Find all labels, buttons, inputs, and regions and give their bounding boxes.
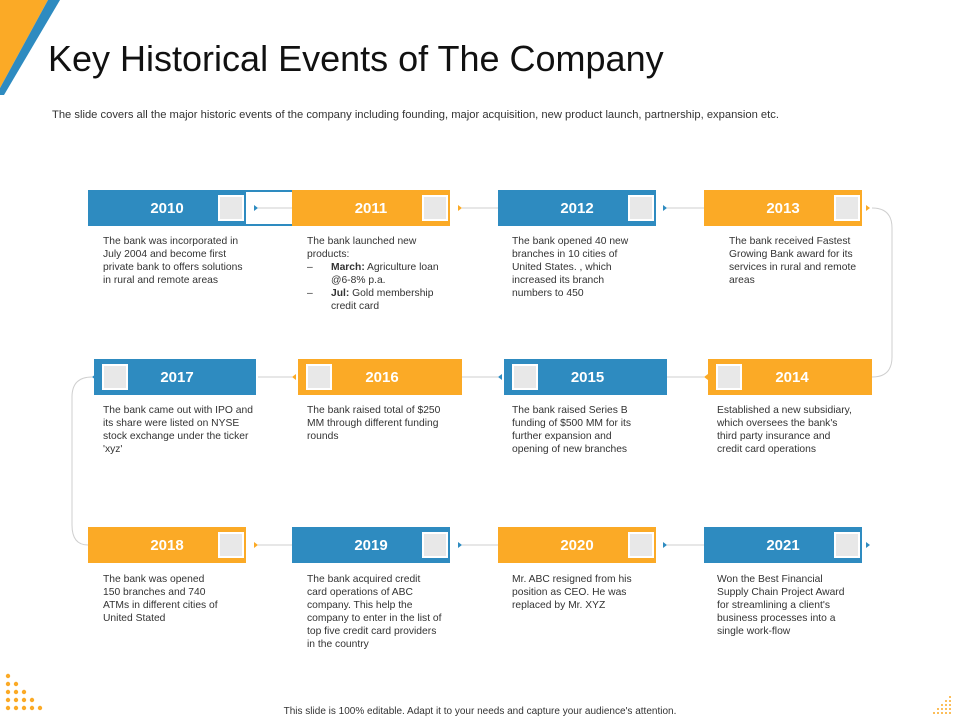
item-label: March: bbox=[331, 262, 365, 273]
product-item bbox=[307, 261, 457, 287]
item-text: Agriculture loan @6-8% p.a. bbox=[331, 262, 439, 286]
badge-frame bbox=[298, 359, 332, 395]
year-label: 2018 bbox=[88, 527, 246, 563]
event-description-2016: The bank raised total of $250 MM through different funding rounds bbox=[307, 405, 441, 442]
year-badge-2010 bbox=[88, 190, 246, 226]
year-label: 2010 bbox=[88, 190, 246, 226]
badge-frame bbox=[828, 527, 862, 563]
year-label: 2012 bbox=[498, 190, 656, 226]
footer-note: This slide is 100% editable. Adapt it to your needs and capture your audience's attention. bbox=[283, 706, 677, 717]
product-list bbox=[307, 261, 457, 313]
event-description-2012: The bank opened 40 new branches in 10 cities of United States. , which increased its branch numbers to 450 bbox=[512, 236, 629, 299]
year-badge-2012 bbox=[498, 190, 656, 226]
year-label: 2011 bbox=[292, 190, 450, 226]
badge-frame bbox=[416, 190, 450, 226]
year-label: 2021 bbox=[704, 527, 862, 563]
year-label: 2019 bbox=[292, 527, 450, 563]
year-badge-2013 bbox=[704, 190, 862, 226]
event-description-2015: The bank raised Series B funding of $500 MM for its further expansion and opening of new branches bbox=[512, 405, 632, 455]
event-description-2021: Won the Best Financial Supply Chain Project Award for streamlining a client's business processes into a single work-flow bbox=[717, 574, 845, 637]
item-text: Gold membership credit card bbox=[331, 288, 434, 312]
year-badge-2018 bbox=[88, 527, 246, 563]
badge-frame bbox=[828, 190, 862, 226]
badge-frame bbox=[212, 527, 246, 563]
year-badge-2017 bbox=[94, 359, 256, 395]
badge-frame bbox=[622, 527, 656, 563]
event-description-2018: The bank was opened 150 branches and 740 ATMs in different cities of United Stated bbox=[103, 574, 218, 624]
badge-frame bbox=[708, 359, 742, 395]
year-label: 2016 bbox=[298, 359, 462, 395]
event-description-2013: The bank received Fastest Growing Bank award for its services in rural and remote areas bbox=[729, 236, 857, 286]
badge-frame bbox=[622, 190, 656, 226]
year-badge-2016 bbox=[298, 359, 462, 395]
dash: – bbox=[307, 262, 313, 273]
year-label: 2014 bbox=[708, 359, 872, 395]
item-label: Jul: bbox=[331, 288, 350, 299]
event-description-2011 bbox=[307, 235, 457, 313]
event-intro: The bank launched new products: bbox=[307, 236, 417, 260]
badge-frame bbox=[94, 359, 128, 395]
year-badge-2011 bbox=[292, 190, 450, 226]
year-badge-2021 bbox=[704, 527, 862, 563]
year-badge-2020 bbox=[498, 527, 656, 563]
year-badge-2014 bbox=[708, 359, 872, 395]
badge-frame bbox=[416, 527, 450, 563]
year-label: 2017 bbox=[94, 359, 256, 395]
year-label: 2013 bbox=[704, 190, 862, 226]
page-subtitle: The slide covers all the major historic events of the company including founding, major acquisition, new product launch, partnership, expansion etc. bbox=[52, 109, 779, 121]
year-label: 2020 bbox=[498, 527, 656, 563]
product-item bbox=[307, 287, 457, 313]
badge-frame bbox=[504, 359, 538, 395]
event-description-2010: The bank was incorporated in July 2004 and become first private bank to offers solutions in rural and remote areas bbox=[103, 236, 243, 286]
year-badge-2015 bbox=[504, 359, 667, 395]
event-description-2020: Mr. ABC resigned from his position as CEO. He was replaced by Mr. XYZ bbox=[512, 574, 632, 611]
dash: – bbox=[307, 288, 313, 299]
event-description-2014: Established a new subsidiary, which oversees the bank's third party insurance and credit card operations bbox=[717, 405, 852, 455]
year-badge-2019 bbox=[292, 527, 450, 563]
page-title: Key Historical Events of The Company bbox=[48, 38, 664, 79]
year-label: 2015 bbox=[504, 359, 667, 395]
event-description-2017: The bank came out with IPO and its share were listed on NYSE stock exchange under the ticker 'xyz' bbox=[103, 405, 253, 455]
event-description-2019: The bank acquired credit card operations of ABC company. This help the company to enter in the list of top five credit card providers in the country bbox=[307, 574, 442, 650]
